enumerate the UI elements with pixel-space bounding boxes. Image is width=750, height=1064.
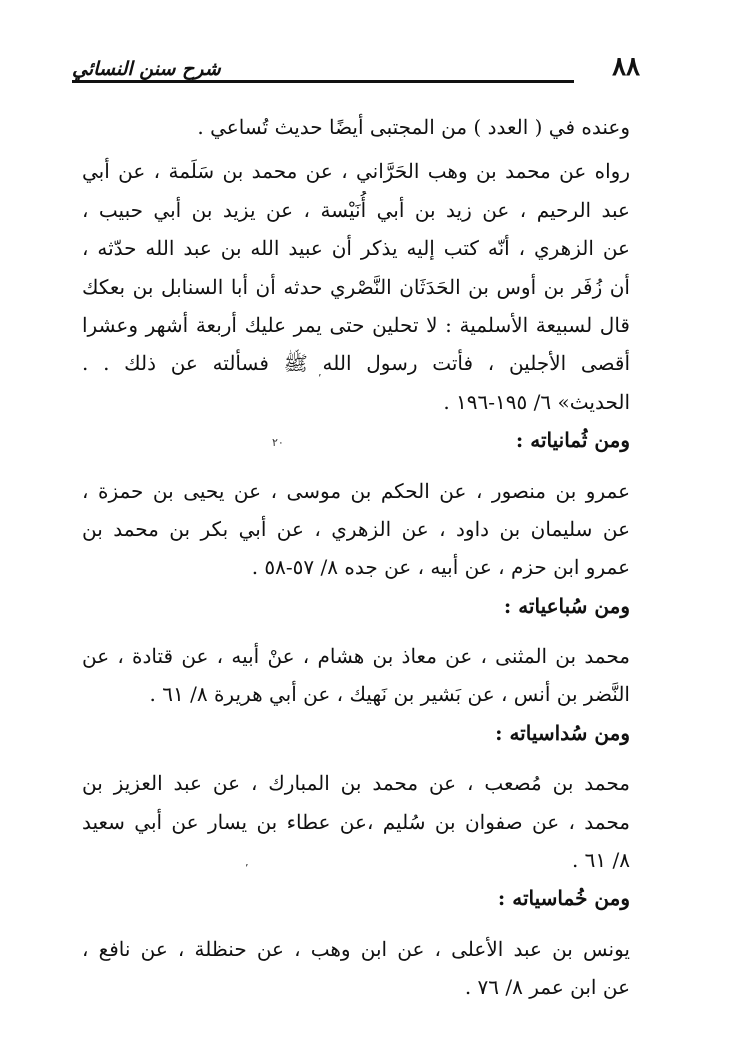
text-line: أن زُفَر بن أوس بن الحَدَثَان النَّصْري حدثه أن أبا السنابل بن بعكك: [82, 274, 630, 299]
text-line: عمرو بن منصور ، عن الحكم بن موسى ، عن يحيى بن حمزة ،: [82, 478, 630, 503]
text-line: محمد بن مُصعب ، عن محمد بن المبارك ، عن عبد العزيز بن: [82, 771, 630, 796]
book-title: شرح سنن النسائي: [72, 58, 221, 80]
text-line: الحديث» ٦/ ١٩٥-١٩٦ .: [443, 389, 630, 414]
stray-mark: ٬: [245, 862, 249, 875]
page-header: [72, 50, 640, 90]
text-line: رواه عن محمد بن وهب الحَرَّاني ، عن محمد بن سَلَمة ، عن أبي: [82, 159, 630, 184]
text-line: أقصى الأجلين ، فأتت رسول الله ﷺ فسألته عن ذلك . .: [82, 351, 630, 376]
stray-mark: ٢٠: [272, 436, 284, 449]
text-line: عمرو ابن حزم ، عن أبيه ، عن جده ٨/ ٥٧-٥٨ .: [251, 555, 630, 580]
section-heading-khumasiyat: ومن خُماسياته :: [497, 886, 630, 911]
stray-mark: ٬: [318, 372, 322, 385]
text-line: عن الزهري ، أنّه كتب إليه يذكر أن عبيد الله بن عبد الله حدّثه ،: [82, 236, 630, 261]
text-line: محمد ، عن صفوان بن سُليم ،عن عطاء بن يسار عن أبي سعيد: [82, 809, 630, 834]
paragraph-sudasiyat-chain: [82, 764, 630, 879]
text-line: عن ابن عمر ٨/ ٧٦ .: [464, 975, 630, 1000]
text-line: عن سليمان بن داود ، عن الزهري ، عن أبي بكر بن محمد بن: [82, 516, 630, 541]
page-number: ٨٨: [612, 52, 640, 82]
header-rule: [72, 80, 574, 83]
section-heading-thumaniyat: ومن ثُمانياته :: [515, 428, 630, 453]
text-line: النَّضر بن أنس ، عن بَشير بن نَهيك ، عن أبي هريرة ٨/ ٦١ .: [149, 682, 630, 707]
paragraph-tusaiyat-chain: [82, 152, 630, 421]
text-line: يونس بن عبد الأعلى ، عن ابن وهب ، عن حنظلة ، عن نافع ،: [82, 936, 630, 961]
paragraph-khumasiyat-chain: [82, 930, 630, 1007]
text-line: قال لسبيعة الأسلمية : لا تحلين حتى يمر عليك أربعة أشهر وعشرا: [82, 312, 630, 337]
paragraph-subaiyat-chain: [82, 637, 630, 714]
text-line: وعنده في ( العدد ) من المجتبى أيضًا حديث تُساعي .: [197, 115, 630, 139]
paragraph-thumaniyat-chain: [82, 472, 630, 587]
text-line: عبد الرحيم ، عن زيد بن أبي أُنَيْسة ، عن يزيد بن أبي حبيب ،: [82, 197, 630, 222]
section-heading-subaiyat: ومن سُباعياته :: [503, 593, 630, 618]
paragraph-intro: [82, 108, 630, 146]
page-body: [82, 108, 630, 1007]
text-line: محمد بن المثنى ، عن معاذ بن هشام ، عنْ أبيه ، عن قتادة ، عن: [82, 644, 630, 669]
section-heading-sudasiyat: ومن سُداسياته :: [495, 720, 630, 745]
text-line: ٨/ ٦١ .: [571, 848, 630, 873]
